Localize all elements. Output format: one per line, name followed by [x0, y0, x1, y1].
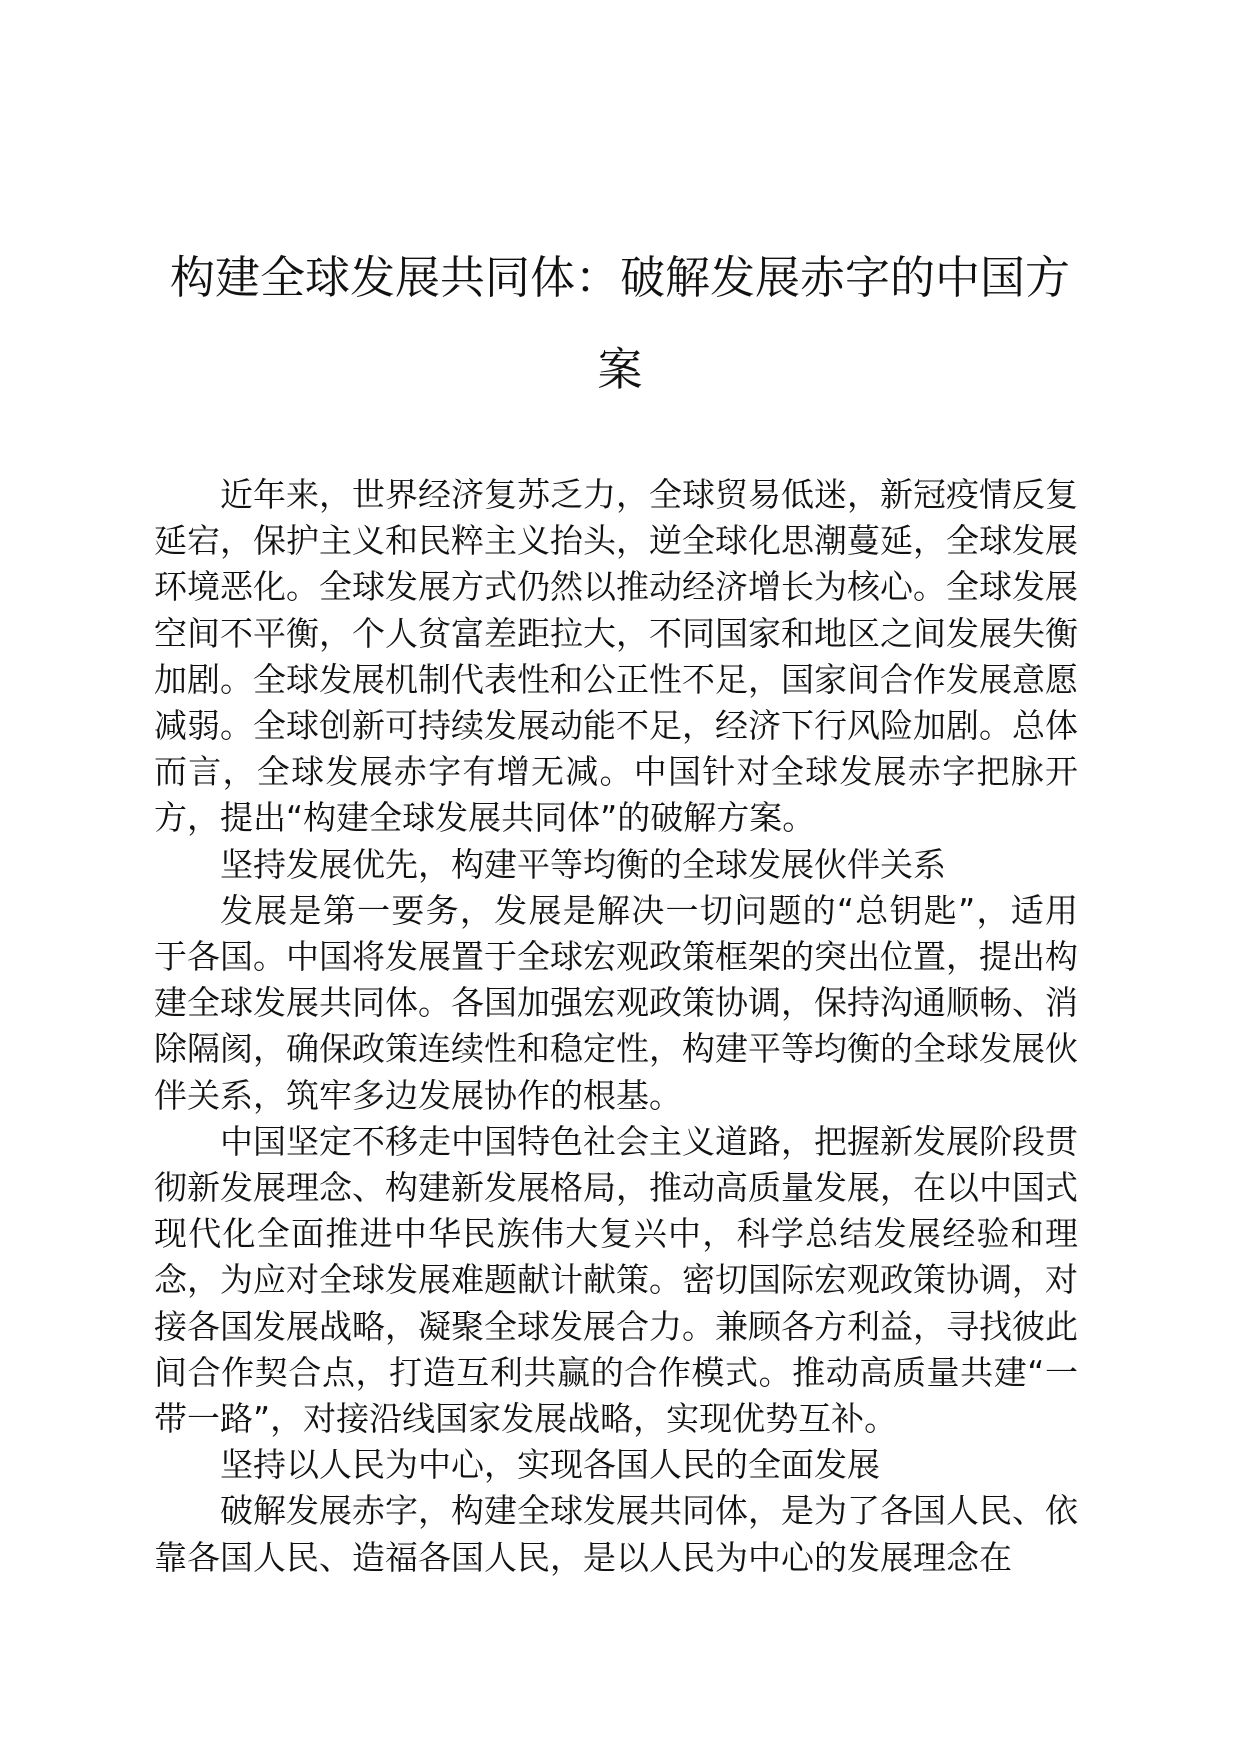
document-title: 构建全球发展共同体：破解发展赤字的中国方案	[169, 251, 1070, 396]
section-heading-people-centered: 坚持以人民为中心，实现各国人民的全面发展	[220, 1445, 880, 1485]
paragraph-development-key: 发展是第一要务，发展是解决一切问题的“总钥匙”，适用于各国。中国将发展置于全球宏观政策框架的突出位置，提出构建全球发展共同体。各国加强宏观政策协调，保持沟通顺畅、消除隔阂，确保政策连续性和稳定性，构建平等均衡的全球发展伙伴关系，筑牢多边发展协作的根基。	[154, 890, 1078, 1115]
paragraph-china-path: 中国坚定不移走中国特色社会主义道路，把握新发展阶段贯彻新发展理念、构建新发展格局，推动高质量发展，在以中国式现代化全面推进中华民族伟大复兴中，科学总结发展经验和理念，为应对全球发展难题献计献策。密切国际宏观政策协调，对接各国发展战略，凝聚全球发展合力。兼顾各方利益，寻找彼此间合作契合点，打造互利共赢的合作模式。推动高质量共建“一带一路”，对接沿线国家发展战略，实现优势互补。	[154, 1121, 1078, 1439]
document-body	[154, 472, 1078, 1581]
paragraph-people-centered: 破解发展赤字，构建全球发展共同体，是为了各国人民、依靠各国人民、造福各国人民，是以人民为中心的发展理念在	[154, 1491, 1078, 1577]
section-heading-development-priority: 坚持发展优先，构建平等均衡的全球发展伙伴关系	[220, 844, 946, 884]
paragraph-intro: 近年来，世界经济复苏乏力，全球贸易低迷，新冠疫情反复延宕，保护主义和民粹主义抬头，逆全球化思潮蔓延，全球发展环境恶化。全球发展方式仍然以推动经济增长为核心。全球发展空间不平衡，个人贫富差距拉大，不同国家和地区之间发展失衡加剧。全球发展机制代表性和公正性不足，国家间合作发展意愿减弱。全球创新可持续发展动能不足，经济下行风险加剧。总体而言，全球发展赤字有增无减。中国针对全球发展赤字把脉开方，提出“构建全球发展共同体”的破解方案。	[154, 475, 1078, 838]
